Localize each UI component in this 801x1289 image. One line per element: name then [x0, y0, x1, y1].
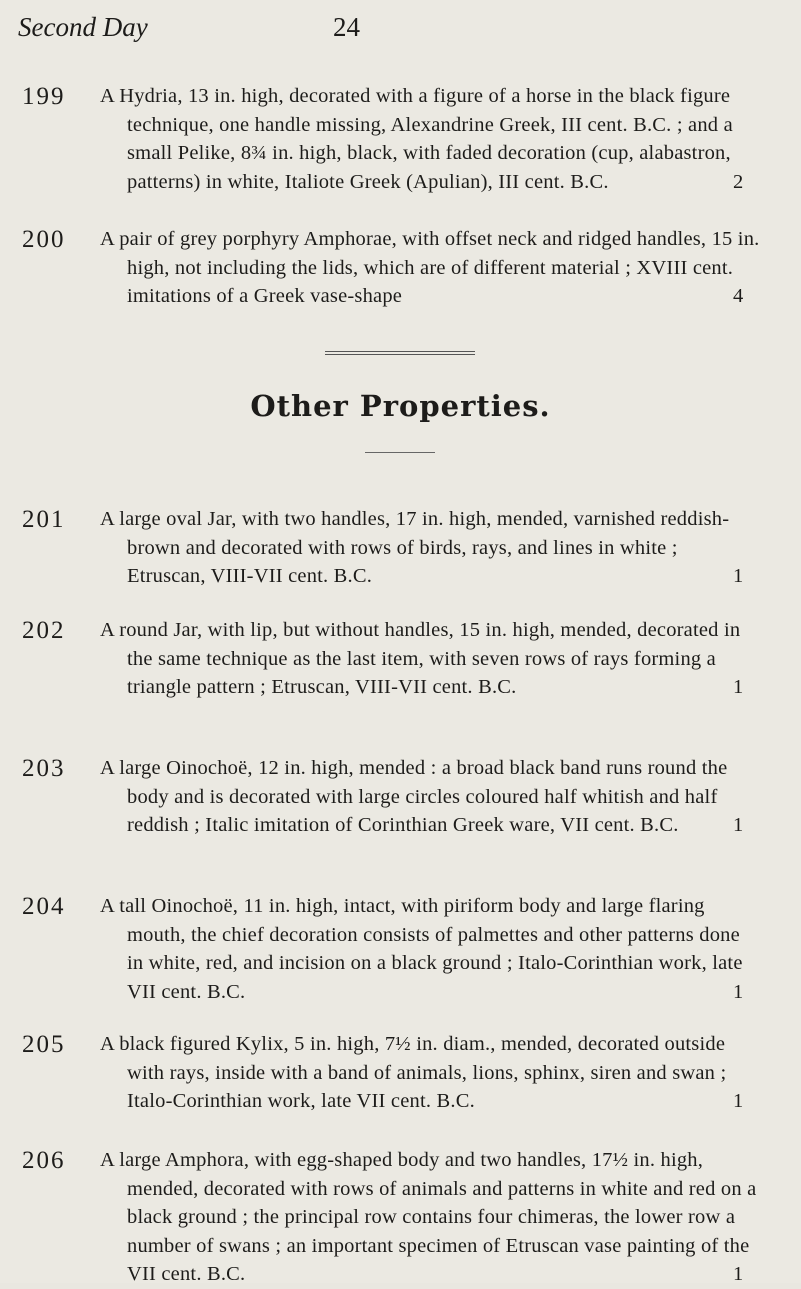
lot-number: 203 [22, 755, 66, 782]
lot-description: A round Jar, with lip, but without handles, 15 in. high, mended, decorated in the same technique as the last item, with seven rows of rays forming a triangle pattern ; Etruscan, VIII-VII cent. B.C. 1 [100, 619, 744, 698]
lot-number: 200 [22, 226, 66, 253]
lot-description-text: A tall Oinochoë, 11 in. high, intact, with piriform body and large flaring mouth, the chief decoration consists of palmettes and other patterns done in white, red, and incision on a black ground ; Italo-Corinthian work, late VII cent. B.C. [100, 895, 743, 1003]
section-heading: Other Properties. [250, 389, 551, 423]
lot-description: A large oval Jar, with two handles, 17 in. high, mended, varnished reddish-brown and decorated with rows of birds, rays, and lines in white ; Etruscan, VIII-VII cent. B.C. 1 [100, 508, 744, 587]
lot-description: A large Oinochoë, 12 in. high, mended : a broad black band runs round the body and is decorated with large circles coloured half whitish and half reddish ; Italic imitation of Corinthian Greek ware, VII cent. B.C. 1 [100, 757, 744, 836]
lot-description: A black figured Kylix, 5 in. high, 7½ in. diam., mended, decorated outside with rays, inside with a band of animals, lions, sphinx, siren and swan ; Italo-Corinthian work, late VII cent. B.C. 1 [100, 1033, 744, 1112]
section-divider-bottom [365, 452, 435, 453]
lot-description-text: A large oval Jar, with two handles, 17 in. high, mended, varnished reddish-brown and decorated with rows of birds, rays, and lines in white ; Etruscan, VIII-VII cent. B.C. [100, 508, 730, 587]
lot-description: A tall Oinochoë, 11 in. high, intact, with piriform body and large flaring mouth, the chief decoration consists of palmettes and other patterns done in white, red, and incision on a black ground ; Italo-Corinthian work, late VII cent. B.C. 1 [100, 895, 744, 1003]
lot-description-text: A Hydria, 13 in. high, decorated with a figure of a horse in the black figure technique, one handle missing, Alexandrine Greek, III cent. B.C. ; and a small Pelike, 8¾ in. high, black, with faded decoration (cup, alabastron, patterns) in white, Italiote Greek (Apulian), III cent. B.C. [100, 85, 733, 193]
page-number: 24 [333, 12, 360, 42]
lot-number: 204 [22, 893, 66, 920]
lot-number: 199 [22, 83, 66, 110]
lot-number: 206 [22, 1147, 66, 1174]
lot-description: A Hydria, 13 in. high, decorated with a figure of a horse in the black figure technique, one handle missing, Alexandrine Greek, III cent. B.C. ; and a small Pelike, 8¾ in. high, black, with faded decoration (cup, alabastron, patterns) in white, Italiote Greek (Apulian), III cent. B.C. 2 [100, 85, 744, 193]
lot-description: A pair of grey porphyry Amphorae, with offset neck and ridged handles, 15 in. high, not including the lids, which are of different material ; XVIII cent. imitations of a Greek vase-shape 4 [100, 228, 760, 307]
lot-number: 205 [22, 1031, 66, 1058]
lot-description: A large Amphora, with egg-shaped body and two handles, 17½ in. high, mended, decorated with rows of animals and patterns in white and red on a black ground ; the principal row contains four chimeras, the lower row a number of swans ; an important specimen of Etruscan vase painting of the VII cent. B.C. 1 [100, 1149, 757, 1285]
running-head [18, 12, 778, 46]
lot-description-text: A black figured Kylix, 5 in. high, 7½ in. diam., mended, decorated outside with rays, inside with a band of animals, lions, sphinx, siren and swan ; Italo-Corinthian work, late VII cent. B.C. [100, 1033, 727, 1112]
lot-description-text: A large Oinochoë, 12 in. high, mended : a broad black band runs round the body and is decorated with large circles coloured half whitish and half reddish ; Italic imitation of Corinthian Greek ware, VII cent. B.C. [100, 757, 728, 836]
lot-number: 201 [22, 506, 66, 533]
lot-description-text: A pair of grey porphyry Amphorae, with offset neck and ridged handles, 15 in. high, not including the lids, which are of different material ; XVIII cent. imitations of a Greek vase-shape [100, 228, 760, 307]
section-divider-top [325, 351, 475, 355]
lot-description-text: A round Jar, with lip, but without handles, 15 in. high, mended, decorated in the same technique as the last item, with seven rows of rays forming a triangle pattern ; Etruscan, VIII-VII cent. B.C. [100, 619, 741, 698]
lot-description-text: A large Amphora, with egg-shaped body and two handles, 17½ in. high, mended, decorated with rows of animals and patterns in white and red on a black ground ; the principal row contains four chimeras, the lower row a number of swans ; an important specimen of Etruscan vase painting of the VII cent. B.C. [100, 1149, 757, 1285]
lot-number: 202 [22, 617, 66, 644]
page-title: Second Day [18, 12, 148, 42]
